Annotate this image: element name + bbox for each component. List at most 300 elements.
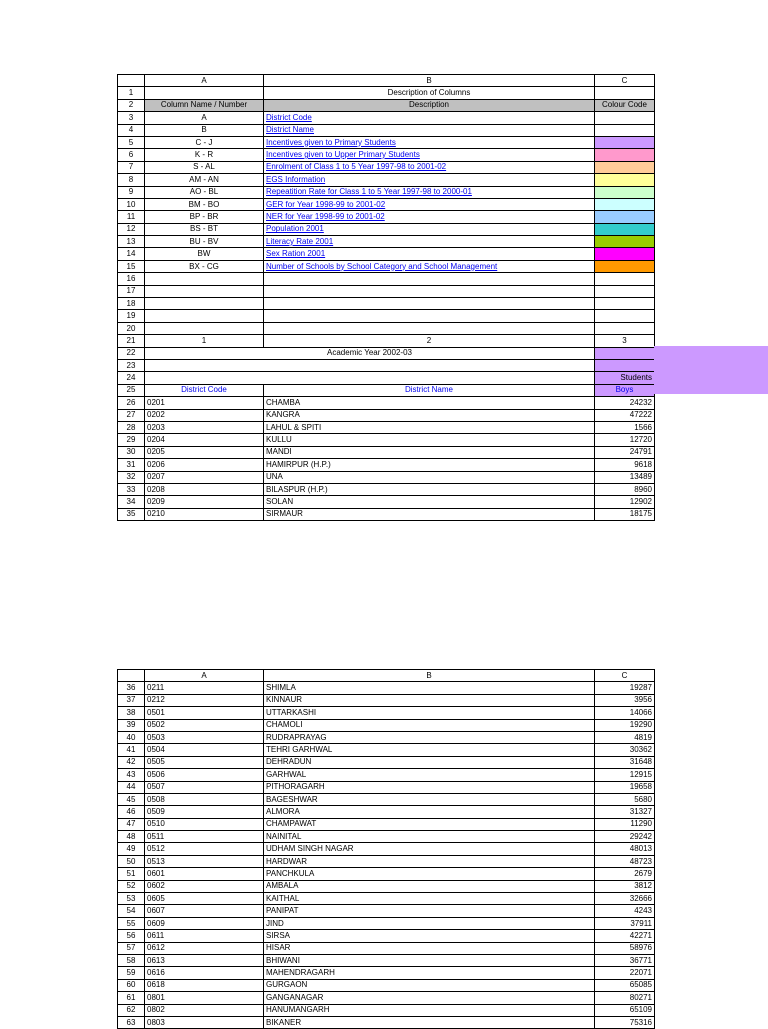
row-number[interactable]: 26 <box>118 397 145 409</box>
boys-count-cell[interactable]: 24232 <box>595 397 655 409</box>
description-row <box>118 112 655 124</box>
district-code-cell[interactable]: 0205 <box>145 446 264 458</box>
district-code-cell[interactable]: 0210 <box>145 508 264 520</box>
district-code-cell[interactable]: 0201 <box>145 397 264 409</box>
description-row <box>118 260 655 272</box>
row-number[interactable]: 60 <box>118 979 145 991</box>
district-name-cell[interactable]: BHIWANI <box>264 954 595 966</box>
row-number[interactable]: 7 <box>118 161 145 173</box>
description-link[interactable]: Literacy Rate 2001 <box>266 236 334 246</box>
description-cell[interactable] <box>264 198 595 210</box>
boys-count-cell[interactable]: 19290 <box>595 719 655 731</box>
boys-count-cell[interactable]: 75316 <box>595 1016 655 1028</box>
empty-row <box>118 273 655 285</box>
district-name-cell[interactable]: KULLU <box>264 434 595 446</box>
boys-count-cell[interactable]: 4819 <box>595 731 655 743</box>
district-code-cell[interactable]: 0510 <box>145 818 264 830</box>
row-number[interactable]: 8 <box>118 174 145 186</box>
row-number[interactable]: 32 <box>118 471 145 483</box>
column-code-cell[interactable]: BM - BO <box>145 198 264 210</box>
row-number[interactable]: 52 <box>118 880 145 892</box>
academic-year-cell[interactable]: Academic Year 2002-03 <box>145 347 595 359</box>
header-colour-code[interactable]: Colour Code <box>595 99 655 111</box>
cell-empty[interactable] <box>595 298 655 310</box>
district-code-cell[interactable]: 0616 <box>145 967 264 979</box>
row-number[interactable]: 10 <box>118 198 145 210</box>
description-cell[interactable] <box>264 223 595 235</box>
row-number[interactable]: 53 <box>118 893 145 905</box>
cell-empty[interactable] <box>264 310 595 322</box>
boys-count-cell[interactable]: 5680 <box>595 793 655 805</box>
boys-count-cell[interactable]: 13489 <box>595 471 655 483</box>
row-number[interactable]: 36 <box>118 682 145 694</box>
description-link[interactable]: District Name <box>266 125 315 135</box>
district-name-cell[interactable]: UTTARKASHI <box>264 707 595 719</box>
row-number[interactable]: 41 <box>118 744 145 756</box>
cell-empty[interactable] <box>264 285 595 297</box>
district-code-cell[interactable]: 0602 <box>145 880 264 892</box>
district-name-cell[interactable]: RUDRAPRAYAG <box>264 731 595 743</box>
district-name-cell[interactable]: KANGRA <box>264 409 595 421</box>
row-number[interactable]: 46 <box>118 806 145 818</box>
data-header-row <box>118 384 655 396</box>
row-number[interactable]: 56 <box>118 930 145 942</box>
district-name-cell[interactable]: ALMORA <box>264 806 595 818</box>
header-district-name[interactable]: District Name <box>264 384 595 396</box>
column-code-cell[interactable]: C - J <box>145 136 264 148</box>
district-code-cell[interactable]: 0503 <box>145 731 264 743</box>
column-code-cell[interactable]: S - AL <box>145 161 264 173</box>
boys-count-cell[interactable]: 42271 <box>595 930 655 942</box>
description-row <box>118 136 655 148</box>
district-code-cell[interactable]: 0613 <box>145 954 264 966</box>
description-link[interactable]: Repeatition Rate for Class 1 to 5 Year 1997-98 to 2000-01 <box>266 187 472 197</box>
row-number[interactable]: 22 <box>118 347 145 359</box>
cell-empty[interactable] <box>264 273 595 285</box>
description-sheet <box>117 74 655 521</box>
boys-count-cell[interactable]: 65085 <box>595 979 655 991</box>
district-code-cell[interactable]: 0208 <box>145 483 264 495</box>
colour-swatch[interactable] <box>595 149 655 161</box>
column-code-cell[interactable]: K - R <box>145 149 264 161</box>
sheet-title[interactable]: Description of Columns <box>264 87 595 99</box>
district-name-cell[interactable]: PITHORAGARH <box>264 781 595 793</box>
district-code-cell[interactable]: 0509 <box>145 806 264 818</box>
cell-empty[interactable] <box>264 322 595 334</box>
students-header[interactable]: Students <box>595 372 655 384</box>
colour-swatch[interactable] <box>595 124 655 136</box>
row-number[interactable]: 43 <box>118 769 145 781</box>
colour-swatch[interactable] <box>595 174 655 186</box>
row-number[interactable]: 55 <box>118 917 145 929</box>
boys-count-cell[interactable]: 58976 <box>595 942 655 954</box>
description-row <box>118 149 655 161</box>
cell-empty[interactable] <box>595 322 655 334</box>
cell-empty[interactable] <box>145 273 264 285</box>
district-code-cell[interactable]: 0504 <box>145 744 264 756</box>
row-number[interactable]: 1 <box>118 87 145 99</box>
description-link[interactable]: Incentives given to Primary Students <box>266 137 396 147</box>
boys-count-cell[interactable]: 22071 <box>595 967 655 979</box>
description-link[interactable]: EGS Information <box>266 174 326 184</box>
row-number[interactable]: 21 <box>118 335 145 347</box>
row-number[interactable]: 6 <box>118 149 145 161</box>
district-name-cell[interactable]: SOLAN <box>264 496 595 508</box>
district-name-cell[interactable]: HANUMANGARH <box>264 1004 595 1016</box>
colour-swatch[interactable] <box>595 211 655 223</box>
cell-empty[interactable] <box>145 310 264 322</box>
table-row <box>118 397 655 409</box>
district-code-cell[interactable]: 0611 <box>145 930 264 942</box>
table-row <box>118 719 655 731</box>
boys-count-cell[interactable]: 31648 <box>595 756 655 768</box>
row-number[interactable]: 16 <box>118 273 145 285</box>
boys-count-cell[interactable]: 14066 <box>595 707 655 719</box>
row-number[interactable]: 54 <box>118 905 145 917</box>
column-code-cell[interactable]: AM - AN <box>145 174 264 186</box>
colour-swatch[interactable] <box>595 359 655 371</box>
description-cell[interactable] <box>264 248 595 260</box>
district-name-cell[interactable]: CHAMPAWAT <box>264 818 595 830</box>
table-row <box>118 682 655 694</box>
district-name-cell[interactable]: KAITHAL <box>264 893 595 905</box>
row-number[interactable]: 9 <box>118 186 145 198</box>
cell-empty[interactable] <box>145 298 264 310</box>
column-header-b[interactable]: B <box>264 75 595 87</box>
row-number[interactable]: 20 <box>118 322 145 334</box>
empty-row <box>118 285 655 297</box>
row-number[interactable]: 44 <box>118 781 145 793</box>
district-code-cell[interactable]: 0803 <box>145 1016 264 1028</box>
row-number[interactable]: 57 <box>118 942 145 954</box>
row-number[interactable]: 5 <box>118 136 145 148</box>
boys-count-cell[interactable]: 3812 <box>595 880 655 892</box>
description-cell[interactable] <box>264 211 595 223</box>
row-number[interactable]: 31 <box>118 459 145 471</box>
column-header-c[interactable]: C <box>595 75 655 87</box>
table-row <box>118 905 655 917</box>
colour-swatch[interactable] <box>595 260 655 272</box>
district-name-cell[interactable]: BIKANER <box>264 1016 595 1028</box>
row-number[interactable]: 51 <box>118 868 145 880</box>
column-header-c[interactable]: C <box>595 670 655 682</box>
district-name-cell[interactable]: BILASPUR (H.P.) <box>264 483 595 495</box>
district-name-cell[interactable]: LAHUL & SPITI <box>264 421 595 433</box>
district-name-cell[interactable]: BAGESHWAR <box>264 793 595 805</box>
table-row <box>118 409 655 421</box>
boys-count-cell[interactable]: 37911 <box>595 917 655 929</box>
district-code-cell[interactable]: 0204 <box>145 434 264 446</box>
cell-empty[interactable] <box>145 322 264 334</box>
description-link[interactable]: Enrolment of Class 1 to 5 Year 1997-98 to 2001-02 <box>266 162 447 172</box>
description-cell[interactable] <box>264 174 595 186</box>
row-number[interactable]: 14 <box>118 248 145 260</box>
district-code-cell[interactable]: 0203 <box>145 421 264 433</box>
district-code-cell[interactable]: 0207 <box>145 471 264 483</box>
district-name-cell[interactable]: HISAR <box>264 942 595 954</box>
row-number[interactable]: 40 <box>118 731 145 743</box>
district-name-cell[interactable]: UNA <box>264 471 595 483</box>
district-name-cell[interactable]: NAINITAL <box>264 831 595 843</box>
corner-cell[interactable] <box>118 75 145 87</box>
column-code-cell[interactable]: A <box>145 112 264 124</box>
district-code-cell[interactable]: 0511 <box>145 831 264 843</box>
row-number[interactable]: 23 <box>118 359 145 371</box>
boys-count-cell[interactable]: 24791 <box>595 446 655 458</box>
district-code-cell[interactable]: 0609 <box>145 917 264 929</box>
district-code-cell[interactable]: 0209 <box>145 496 264 508</box>
district-name-cell[interactable]: PANIPAT <box>264 905 595 917</box>
row-number[interactable]: 27 <box>118 409 145 421</box>
cell-empty[interactable] <box>595 273 655 285</box>
column-letter-row <box>118 670 655 682</box>
cell-empty[interactable] <box>145 87 264 99</box>
boys-count-cell[interactable]: 18175 <box>595 508 655 520</box>
column-header-a[interactable]: A <box>145 670 264 682</box>
row-number[interactable]: 42 <box>118 756 145 768</box>
row-number[interactable]: 39 <box>118 719 145 731</box>
header-boys[interactable]: Boys <box>595 384 655 396</box>
district-code-cell[interactable]: 0607 <box>145 905 264 917</box>
district-name-cell[interactable]: GARHWAL <box>264 769 595 781</box>
row-number[interactable]: 62 <box>118 1004 145 1016</box>
description-cell[interactable] <box>264 236 595 248</box>
district-code-cell[interactable]: 0802 <box>145 1004 264 1016</box>
boys-count-cell[interactable]: 30362 <box>595 744 655 756</box>
row-number[interactable]: 28 <box>118 421 145 433</box>
boys-count-cell[interactable]: 47222 <box>595 409 655 421</box>
description-cell[interactable] <box>264 112 595 124</box>
boys-count-cell[interactable]: 9618 <box>595 459 655 471</box>
district-code-cell[interactable]: 0502 <box>145 719 264 731</box>
boys-count-cell[interactable]: 12915 <box>595 769 655 781</box>
district-code-cell[interactable]: 0801 <box>145 992 264 1004</box>
colour-swatch[interactable] <box>595 198 655 210</box>
row-number[interactable]: 48 <box>118 831 145 843</box>
colour-swatch[interactable] <box>595 236 655 248</box>
district-code-cell[interactable]: 0211 <box>145 682 264 694</box>
column-number-a[interactable]: 1 <box>145 335 264 347</box>
description-cell[interactable] <box>264 161 595 173</box>
row-number[interactable]: 19 <box>118 310 145 322</box>
row-number[interactable]: 34 <box>118 496 145 508</box>
description-row <box>118 211 655 223</box>
row-number[interactable]: 47 <box>118 818 145 830</box>
row-number[interactable]: 30 <box>118 446 145 458</box>
table-row <box>118 707 655 719</box>
cell-empty[interactable] <box>595 87 655 99</box>
boys-count-cell[interactable]: 29242 <box>595 831 655 843</box>
description-cell[interactable] <box>264 186 595 198</box>
row-number[interactable]: 58 <box>118 954 145 966</box>
description-link[interactable]: District Code <box>266 112 312 122</box>
description-link[interactable]: NER for Year 1998-99 to 2001-02 <box>266 211 385 221</box>
district-name-cell[interactable]: MANDI <box>264 446 595 458</box>
table-row <box>118 421 655 433</box>
row-number[interactable]: 17 <box>118 285 145 297</box>
boys-count-cell[interactable]: 19658 <box>595 781 655 793</box>
district-name-cell[interactable]: KINNAUR <box>264 694 595 706</box>
district-name-cell[interactable]: GURGAON <box>264 979 595 991</box>
district-code-cell[interactable]: 0507 <box>145 781 264 793</box>
row-number[interactable]: 45 <box>118 793 145 805</box>
district-code-cell[interactable]: 0612 <box>145 942 264 954</box>
header-district-code[interactable]: District Code <box>145 384 264 396</box>
colour-swatch[interactable] <box>595 186 655 198</box>
table-row <box>118 843 655 855</box>
description-cell[interactable] <box>264 260 595 272</box>
boys-count-cell[interactable]: 2679 <box>595 868 655 880</box>
column-code-cell[interactable]: AO - BL <box>145 186 264 198</box>
row-number[interactable]: 35 <box>118 508 145 520</box>
row-number[interactable]: 18 <box>118 298 145 310</box>
colour-swatch[interactable] <box>595 223 655 235</box>
table-row <box>118 1004 655 1016</box>
table-row <box>118 781 655 793</box>
column-number-row <box>118 335 655 347</box>
description-row <box>118 161 655 173</box>
row-number[interactable]: 38 <box>118 707 145 719</box>
colour-swatch[interactable] <box>595 136 655 148</box>
district-name-cell[interactable]: SHIMLA <box>264 682 595 694</box>
description-link[interactable]: Number of Schools by School Category and School Management <box>266 261 498 271</box>
row-number[interactable]: 37 <box>118 694 145 706</box>
column-code-cell[interactable]: BS - BT <box>145 223 264 235</box>
row-number[interactable]: 4 <box>118 124 145 136</box>
district-code-cell[interactable]: 0601 <box>145 868 264 880</box>
description-link[interactable]: GER for Year 1998-99 to 2001-02 <box>266 199 386 209</box>
header-description[interactable]: Description <box>264 99 595 111</box>
row-number[interactable]: 25 <box>118 384 145 396</box>
colour-swatch[interactable] <box>595 347 655 359</box>
boys-count-cell[interactable]: 3956 <box>595 694 655 706</box>
district-code-cell[interactable]: 0512 <box>145 843 264 855</box>
row-number[interactable]: 49 <box>118 843 145 855</box>
boys-count-cell[interactable]: 80271 <box>595 992 655 1004</box>
boys-count-cell[interactable]: 36771 <box>595 954 655 966</box>
table-row <box>118 483 655 495</box>
description-link[interactable]: Sex Ration 2001 <box>266 249 326 259</box>
boys-count-cell[interactable]: 48723 <box>595 855 655 867</box>
district-name-cell[interactable]: GANGANAGAR <box>264 992 595 1004</box>
boys-count-cell[interactable]: 11290 <box>595 818 655 830</box>
district-code-cell[interactable]: 0501 <box>145 707 264 719</box>
district-code-cell[interactable]: 0505 <box>145 756 264 768</box>
boys-count-cell[interactable]: 32666 <box>595 893 655 905</box>
cell-empty[interactable] <box>595 285 655 297</box>
district-code-cell[interactable]: 0212 <box>145 694 264 706</box>
district-code-cell[interactable]: 0506 <box>145 769 264 781</box>
boys-count-cell[interactable]: 12902 <box>595 496 655 508</box>
district-code-cell[interactable]: 0605 <box>145 893 264 905</box>
district-name-cell[interactable]: HARDWAR <box>264 855 595 867</box>
boys-count-cell[interactable]: 8960 <box>595 483 655 495</box>
column-code-cell[interactable]: B <box>145 124 264 136</box>
district-name-cell[interactable]: CHAMBA <box>264 397 595 409</box>
district-code-cell[interactable]: 0618 <box>145 979 264 991</box>
description-link[interactable]: Population 2001 <box>266 224 324 234</box>
boys-count-cell[interactable]: 1566 <box>595 421 655 433</box>
description-link[interactable]: Incentives given to Upper Primary Students <box>266 150 420 160</box>
row-number[interactable]: 12 <box>118 223 145 235</box>
row-number[interactable]: 2 <box>118 99 145 111</box>
column-code-cell[interactable]: BU - BV <box>145 236 264 248</box>
table-row <box>118 496 655 508</box>
colour-swatch[interactable] <box>595 112 655 124</box>
title-row <box>118 87 655 99</box>
column-code-cell[interactable]: BP - BR <box>145 211 264 223</box>
table-row <box>118 744 655 756</box>
row-number[interactable]: 59 <box>118 967 145 979</box>
row-number[interactable]: 3 <box>118 112 145 124</box>
row-number[interactable]: 33 <box>118 483 145 495</box>
column-number-c[interactable]: 3 <box>595 335 655 347</box>
district-name-cell[interactable]: UDHAM SINGH NAGAR <box>264 843 595 855</box>
district-name-cell[interactable]: DEHRADUN <box>264 756 595 768</box>
colour-swatch[interactable] <box>595 161 655 173</box>
column-code-cell[interactable]: BW <box>145 248 264 260</box>
cell-empty[interactable] <box>145 285 264 297</box>
table-row <box>118 868 655 880</box>
row-number[interactable]: 50 <box>118 855 145 867</box>
row-number[interactable]: 29 <box>118 434 145 446</box>
row-number[interactable]: 63 <box>118 1016 145 1028</box>
district-name-cell[interactable]: SIRSA <box>264 930 595 942</box>
boys-count-cell[interactable]: 31327 <box>595 806 655 818</box>
boys-count-cell[interactable]: 4243 <box>595 905 655 917</box>
row-number[interactable]: 24 <box>118 372 145 384</box>
row-number[interactable]: 61 <box>118 992 145 1004</box>
column-code-cell[interactable]: BX - CG <box>145 260 264 272</box>
district-name-cell[interactable]: AMBALA <box>264 880 595 892</box>
boys-count-cell[interactable]: 12720 <box>595 434 655 446</box>
district-name-cell[interactable]: HAMIRPUR (H.P.) <box>264 459 595 471</box>
table-row <box>118 893 655 905</box>
district-name-cell[interactable]: JIND <box>264 917 595 929</box>
row-number[interactable]: 13 <box>118 236 145 248</box>
column-header-a[interactable]: A <box>145 75 264 87</box>
district-name-cell[interactable]: MAHENDRAGARH <box>264 967 595 979</box>
description-cell[interactable] <box>264 124 595 136</box>
district-name-cell[interactable]: CHAMOLI <box>264 719 595 731</box>
district-code-cell[interactable]: 0513 <box>145 855 264 867</box>
boys-count-cell[interactable]: 19287 <box>595 682 655 694</box>
row-number[interactable]: 11 <box>118 211 145 223</box>
colour-swatch[interactable] <box>595 248 655 260</box>
boys-count-cell[interactable]: 48013 <box>595 843 655 855</box>
column-header-b[interactable]: B <box>264 670 595 682</box>
district-name-cell[interactable]: PANCHKULA <box>264 868 595 880</box>
description-cell[interactable] <box>264 136 595 148</box>
empty-row <box>118 298 655 310</box>
cell-empty[interactable] <box>264 298 595 310</box>
boys-count-cell[interactable]: 65109 <box>595 1004 655 1016</box>
district-code-cell[interactable]: 0206 <box>145 459 264 471</box>
description-cell[interactable] <box>264 149 595 161</box>
table-row <box>118 967 655 979</box>
corner-cell[interactable] <box>118 670 145 682</box>
district-name-cell[interactable]: TEHRI GARHWAL <box>264 744 595 756</box>
district-code-cell[interactable]: 0202 <box>145 409 264 421</box>
header-column-name[interactable]: Column Name / Number <box>145 99 264 111</box>
district-code-cell[interactable]: 0508 <box>145 793 264 805</box>
row-number[interactable]: 15 <box>118 260 145 272</box>
district-name-cell[interactable]: SIRMAUR <box>264 508 595 520</box>
column-number-b[interactable]: 2 <box>264 335 595 347</box>
cell-empty[interactable] <box>145 372 595 384</box>
cell-empty[interactable] <box>145 359 595 371</box>
cell-empty[interactable] <box>595 310 655 322</box>
